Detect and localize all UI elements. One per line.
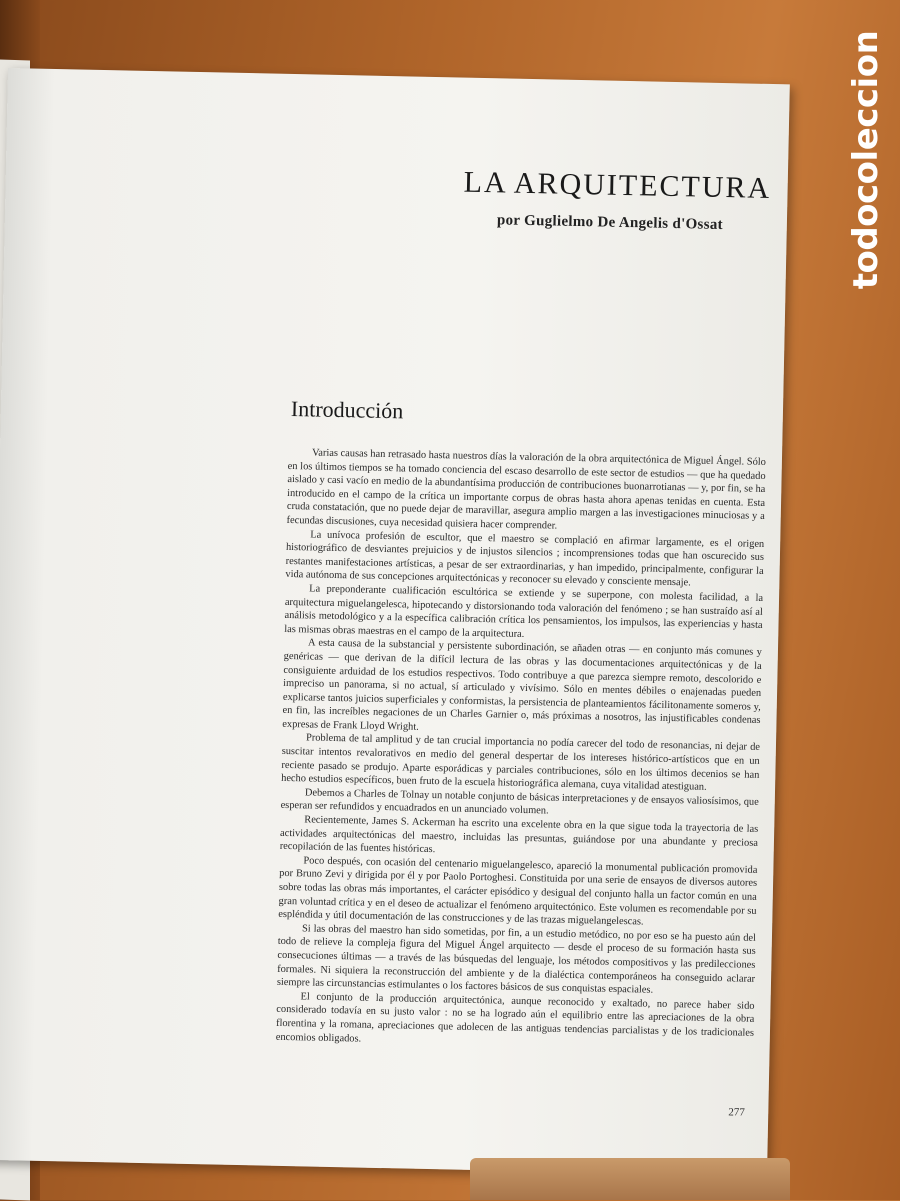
paragraph: Recientemente, James S. Ackerman ha escrito una excelente obra en la que sigue toda la trayectoria de las actividades arquitectónicas del maestro, incluidas las presuntas, guiándose por una abundante y preciosa recopilación de las fuentes históricas. bbox=[279, 814, 759, 856]
section-heading: Introducción bbox=[290, 396, 404, 424]
page-number: 277 bbox=[728, 1106, 745, 1119]
paragraph: Poco después, con ocasión del centenario miguelangelesco, apareció la monumental publicación promovida por Bruno Zevi y dirigida por él y por Paolo Portoghesi. Constituida por una serie de ensayos de diversos autores sobre todas las obras más importantes, el carácter episódico y desigual del conjunto halla un factor común en una gran voluntad crítica y en el deseo de actualizar el fenómeno arquitectónico. Este volumen es recomendable por su espléndida y útil documentación de las construcciones y de las trazas miguelangelescas. bbox=[278, 855, 758, 928]
chair-back-background bbox=[470, 1158, 790, 1200]
paragraph: A esta causa de la substancial y persistente subordinación, se añaden otras — en conjunto más comunes y genéricas — que derivan de la difícil lectura de las obras y las documentaciones arquitectónicas y de la consiguiente arduidad de los estudios respectivos. Todo contribuye a que parezca siempre remoto, descolorido e impreciso un panorama, si no actual, sí articulado y vivísimo. Sólo en mentes débiles o enajenadas pueden explicarse tantos juicios superficiales y conformistas, la persistencia de planteamientos fácilitonamente someros y, en fin, las increíbles negaciones de un Charles Garnier o, más próximas a nosotros, las injustificables condenas expresas de Frank Lloyd Wright. bbox=[282, 637, 763, 733]
paragraph: Debemos a Charles de Tolnay un notable conjunto de básicas interpretaciones y de ensayos valiosísimos, que esperan ser refundidos y encuadrados en un anunciado volumen. bbox=[280, 787, 759, 817]
paragraph: Si las obras del maestro han sido sometidas, por fin, a un estudio metódico, no por eso se ha puesto aún del todo de relieve la compleja figura del Miguel Ángel arquitecto — desde el proceso de su formación hasta sus consecuciones últimas — a través de las búsquedas del lenguaje, los métodos compositivos y las predilecciones formales. Ni siquiera la reconstrucción del ambiente y de la dialéctica contemporáneos ha conseguido aclarar siempre las circunstancias estimulantes o los factores básicos de sus conquistas espaciales. bbox=[276, 923, 757, 996]
book-page bbox=[0, 68, 790, 1176]
paragraph: Varias causas han retrasado hasta nuestros días la valoración de la obra arquitectónica de Miguel Ángel. Sólo en los últimos tiempos se ha tomado conciencia del escaso desarrollo de este sector de estudios — que ha quedado aislado y casi vacío en medio de la abundantísima producción de contribuciones buonarrotianas — y, por fin, se ha introducido en el campo de la crítica un importante corpus de obras hasta ahora apenas tenidas en cuenta. Esta cruda constatación, que no puede dejar de maravillar, asegura amplio margen a las investigaciones minuciosas y a fecundas discusiones, cuya necesidad quisiera hacer comprender. bbox=[286, 447, 767, 532]
article-body bbox=[276, 446, 766, 1054]
paragraph: La unívoca profesión de escultor, que el maestro se complació en afirmar largamente, es el origen historiográfico de desviantes prejuicios y de injustos silencios ; incomprensiones todas que han oscurecido sus restantes manifestaciones artísticas, a pesar de ser extraordinarias, y han impedido, principalmente, configurar la vida autónoma de sus concepciones arquitectónicas y reconocer su elevado y consciente mensaje. bbox=[285, 528, 765, 589]
paragraph: La preponderante cualificación escultórica se extiende y se superpone, con molesta facilidad, a la arquitectura miguelangelesca, hipotecando y distorsionando toda valoración del fenómeno ; se han sustraído así al análisis metodológico y a la específica calibración crítica los pensamientos, los impulsos, las experiencias y hasta las mismas obras maestras en el campo de la arquitectura. bbox=[284, 583, 764, 640]
article-title: LA ARQUITECTURA bbox=[463, 165, 772, 206]
watermark-text: todocoleccion bbox=[846, 30, 886, 290]
paragraph: Problema de tal amplitud y de tan crucial importancia no podía carecer del todo de resonancias, ni dejar de suscitar intentos revalorativos en medio del general despertar de los intereses histórico-artísticos que en un reciente pasado se produjo. Aparte esporádicas y parciales contribuciones, sólo en los últimos decenios se han hecho estudios específicos, buen fruto de la escuela historiográfica alemana, cuya vitalidad atestiguan. bbox=[281, 732, 761, 794]
paragraph: El conjunto de la producción arquitectónica, aunque reconocido y exaltado, no parece haber sido considerado todavía en su justo valor : no se ha logrado aún el equilibrio entre las apreciaciones de la obra florentina y la romana, apreciaciones que adolecen de las antiguas tendencias parcialistas y de los tradicionales encomios obligados. bbox=[275, 991, 755, 1045]
watermark bbox=[836, 10, 896, 310]
article-author: por Guglielmo De Angelis d'Ossat bbox=[496, 212, 724, 234]
